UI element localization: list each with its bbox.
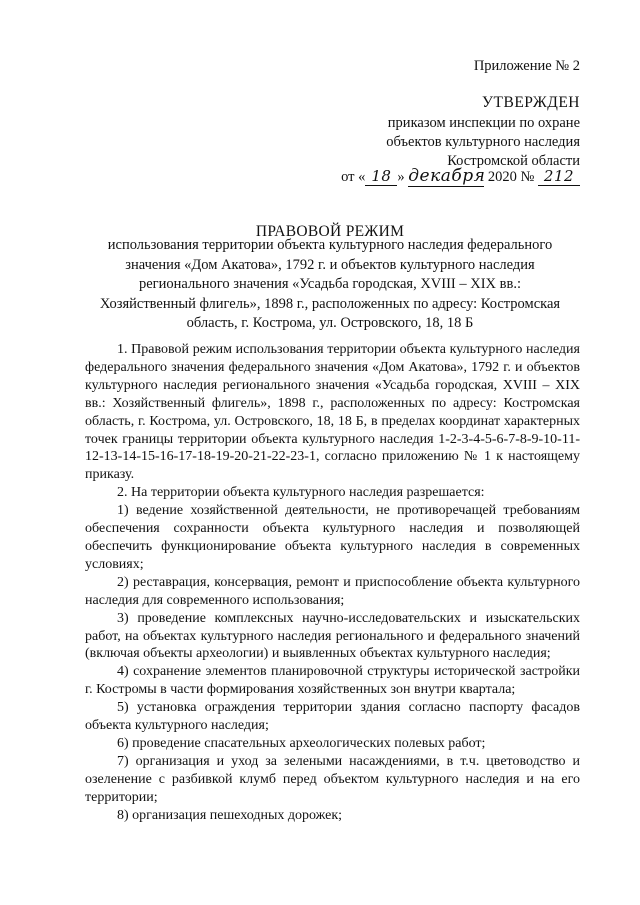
paragraph-2-4: 4) сохранение элементов планировочной структуры исторической застройки г. Костромы в части формирования хозяйственных зон внутри квартала; <box>85 664 580 698</box>
subtitle-line-2: значения «Дом Акатова», 1792 г. и объектов культурного наследия <box>125 256 535 273</box>
approval-line-3: Костромской области <box>447 153 580 169</box>
date-day-handwritten: 18 <box>365 167 397 186</box>
document-body <box>85 341 580 824</box>
subtitle-line-5: область, г. Кострома, ул. Островского, 18, 18 Б <box>186 315 474 331</box>
subtitle-line-1: использования территории объекта культурного наследия федерального <box>107 237 553 253</box>
paragraph-2-8: 8) организация пешеходных дорожек; <box>117 807 343 823</box>
document-subtitle <box>80 236 580 334</box>
date-month-handwritten: декабря <box>408 166 486 186</box>
paragraph-2-2: 2) реставрация, консервация, ремонт и приспособление объекта культурного наследия для современного использования; <box>85 574 580 608</box>
date-mid: » <box>397 169 405 185</box>
paragraph-2-3: 3) проведение комплексных научно-исследовательских и изыскательских работ, на объектах культурного наследия регионального и федерального значений (включая объекты археологии) и выявленных объектах культурного наследия; <box>85 610 580 662</box>
subtitle-line-4: Хозяйственный флигель», 1898 г., расположенных по адресу: Костромская <box>99 295 561 312</box>
subtitle-line-3: регионального значения «Усадьба городская, XVIII – XIX вв.: <box>138 276 521 292</box>
paragraph-1: 1. Правовой режим использования территории объекта культурного наследия федерального значения федерального значения «Дом Акатова», 1792 г. и объектов культурного наследия регионального значения «Усадьба городская, XVIII – XIX вв.: Хозяйственный флигель», 1898 г., расположенных по адресу: Костромская область, г. Кострома, ул. Островского, 18, 18 Б, в пределах координат характерных точек границы территории объекта культурного наследия 1-2-3-4-5-6-7-8-9-10-11-12-13-14-15-16-17-18-19-20-21-22-23-1, согласно приложению № 1 к настоящему приказу. <box>85 342 580 483</box>
date-year: 2020 № <box>487 169 535 185</box>
appendix-label: Приложение № 2 <box>473 58 580 74</box>
paragraph-2-7: 7) организация и уход за зелеными насаждениями, в т.ч. цветоводство и озеленение с разбивкой клумб перед объектом культурного наследия и на его территории; <box>85 753 580 805</box>
paragraph-2-1: 1) ведение хозяйственной деятельности, не противоречащей требованиям обеспечения сохранности объекта культурного наследия и позволяющей обеспечить функционирование объекта культурного наследия в современных условиях; <box>85 503 580 572</box>
approval-date-line <box>341 166 580 187</box>
paragraph-2-6: 6) проведение спасательных археологических полевых работ; <box>117 735 486 751</box>
paragraph-2-5: 5) установка ограждения территории здания согласно паспорту фасадов объекта культурного наследия; <box>85 700 580 734</box>
order-number-handwritten: 212 <box>538 167 580 186</box>
paragraph-2: 2. На территории объекта культурного наследия разрешается: <box>117 485 485 501</box>
document-title: ПРАВОВОЙ РЕЖИМ <box>255 223 405 240</box>
approved-label: УТВЕРЖДЕН <box>482 94 580 111</box>
approval-line-2: объектов культурного наследия <box>386 134 580 150</box>
date-prefix: от « <box>341 169 366 185</box>
approval-line-1: приказом инспекции по охране <box>387 115 580 131</box>
